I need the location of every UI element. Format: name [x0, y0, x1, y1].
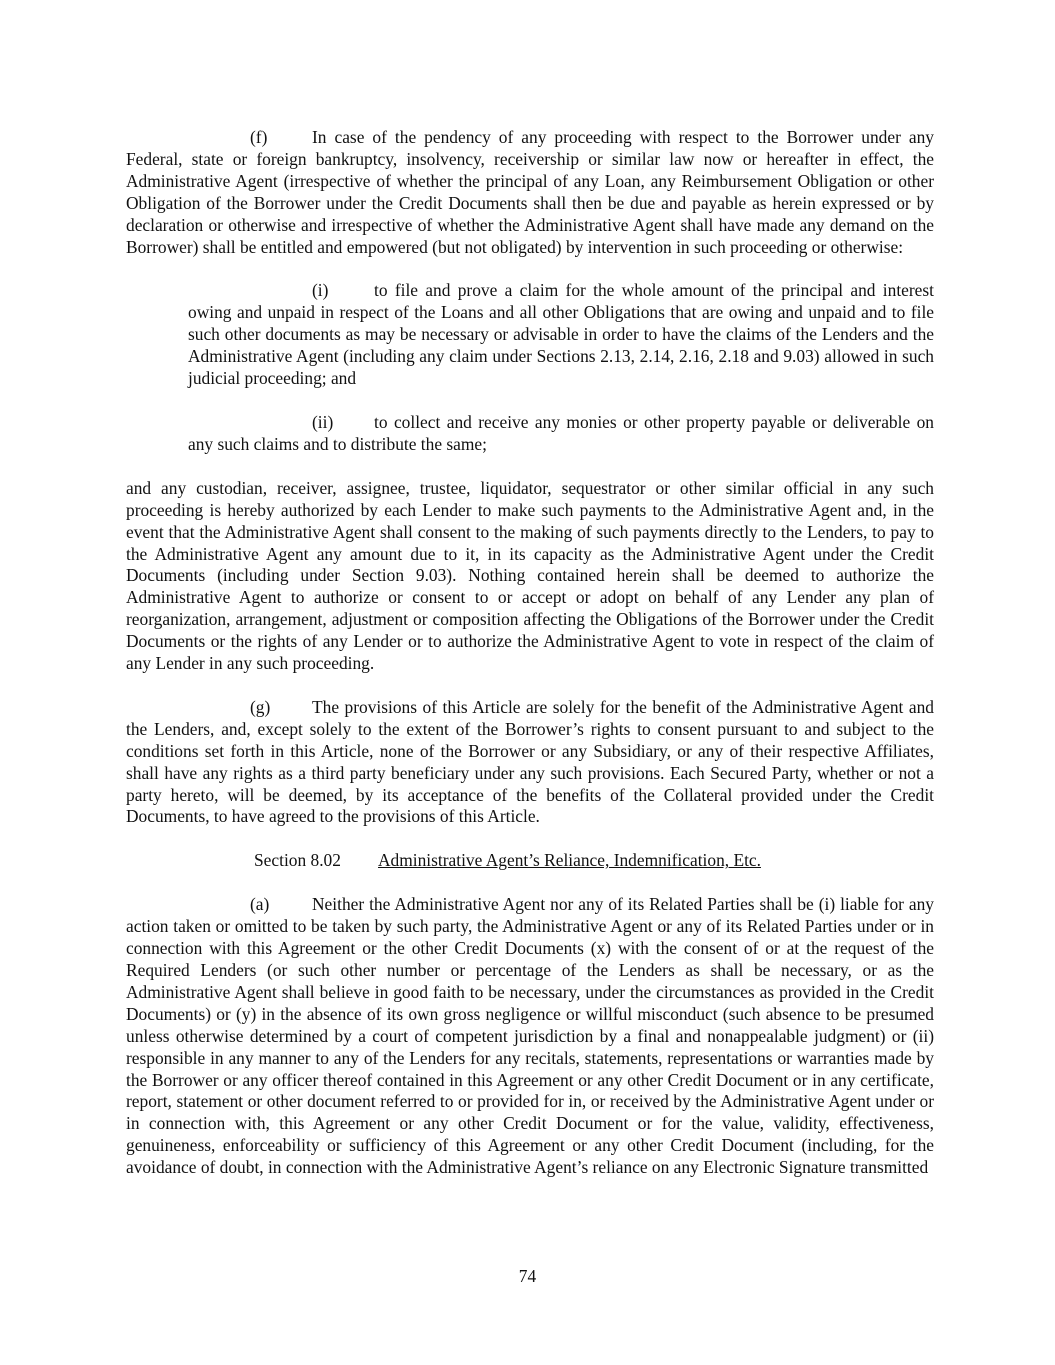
paragraph-f-ii: [188, 412, 934, 456]
section-heading: [126, 850, 934, 872]
page-number: 74: [518, 1266, 537, 1286]
paragraph-text: to collect and receive any monies or other property payable or deliverable on any such claims and to distribute the same;: [188, 411, 934, 454]
paragraph-label: (g): [250, 696, 271, 717]
paragraph-text: and any custodian, receiver, assignee, trustee, liquidator, sequestrator or other similar official in any such proceeding is hereby authorized by each Lender to make such payments to the Administrative Agent and, in the event that the Administrative Agent shall consent to the making of such payments directly to the Lenders, to pay to the Administrative Agent any amount due to it, in its capacity as the Administrative Agent under the Credit Documents (including under Section 9.03). Nothing contained herein shall be deemed to authorize the Administrative Agent to authorize or consent to or accept or adopt on behalf of any Lender any plan of reorganization, arrangement, adjustment or composition affecting the Obligations of the Borrower under the Credit Documents or the rights of any Lender or to authorize the Administrative Agent to vote in respect of the claim of any Lender in any such proceeding.: [126, 477, 934, 674]
paragraph-text: The provisions of this Article are solely for the benefit of the Administrative Agent and the Lenders, and, except solely to the extent of the Borrower’s rights to consent pursuant to and subject to the conditions set forth in this Article, none of the Borrower or any Subsidiary, or any of their respective Affiliates, shall have any rights as a third party beneficiary under any such provisions. Each Secured Party, whether or not a party hereto, will be deemed, by its acceptance of the benefits of the Collateral provided under the Credit Documents, to have agreed to the provisions of this Article.: [126, 696, 934, 827]
paragraph-f: [126, 127, 934, 258]
section-title: Administrative Agent’s Reliance, Indemnification, Etc.: [378, 850, 761, 871]
paragraph-label: (ii): [312, 411, 334, 432]
paragraph-text: to file and prove a claim for the whole amount of the principal and interest owing and unpaid in respect of the Loans and all other Obligations that are owing and unpaid and to file such other documents as may be necessary or advisable in order to have the claims of the Lenders and the Administrative Agent (including any claim under Sections 2.13, 2.14, 2.16, 2.18 and 9.03) allowed in such judicial proceeding; and: [188, 280, 934, 389]
paragraph-a: [126, 894, 934, 1179]
paragraph-label: (i): [312, 280, 329, 301]
paragraph-text: Neither the Administrative Agent nor any of its Related Parties shall be (i) liable for any action taken or omitted to be taken by such party, the Administrative Agent or any of its Related Parties under or in connection with this Agreement or the other Credit Documents (x) with the consent of or at the request of the Required Lenders (or such other number or percentage of the Lenders as shall be necessary, or as the Administrative Agent shall believe in good faith to be necessary, under the circumstances as provided in the Credit Documents) or (y) in the absence of its own gross negligence or willful misconduct (such absence to be presumed unless otherwise determined by a court of competent jurisdiction by a final and nonappealable judgment) or (ii) responsible in any manner to any of the Lenders for any recitals, statements, representations or warranties made by the Borrower or any officer thereof contained in this Agreement or any other Credit Document or in any certificate, report, statement or other document referred to or provided for in, or received by the Administrative Agent under or in connection with, this Agreement or any other Credit Document or for the value, validity, effectiveness, genuineness, enforceability or sufficiency of this Agreement or any other Credit Document (including, for the avoidance of doubt, in connection with the Administrative Agent’s reliance on any Electronic Signature transmitted: [126, 894, 934, 1178]
paragraph-g: [126, 697, 934, 828]
paragraph-f-i: [188, 280, 934, 390]
section-number: Section 8.02: [254, 850, 341, 871]
document-page: [126, 127, 934, 1201]
paragraph-label: (f): [250, 127, 268, 147]
paragraph-label: (a): [250, 894, 270, 915]
paragraph-text: In case of the pendency of any proceeding with respect to the Borrower under any Federal, state or foreign bankruptcy, insolvency, receivership or similar law now or hereafter in effect, the Administrative Agent (irrespective of whether the principal of any Loan, any Reimbursement Obligation or other Obligation of the Borrower under the Credit Documents shall then be due and payable as herein expressed or by declaration or otherwise and irrespective of whether the Administrative Agent shall have made any demand on the Borrower) shall be entitled and empowered (but not obligated) by intervention in such proceeding or otherwise:: [126, 127, 934, 257]
paragraph-f-continuation: [126, 478, 934, 675]
